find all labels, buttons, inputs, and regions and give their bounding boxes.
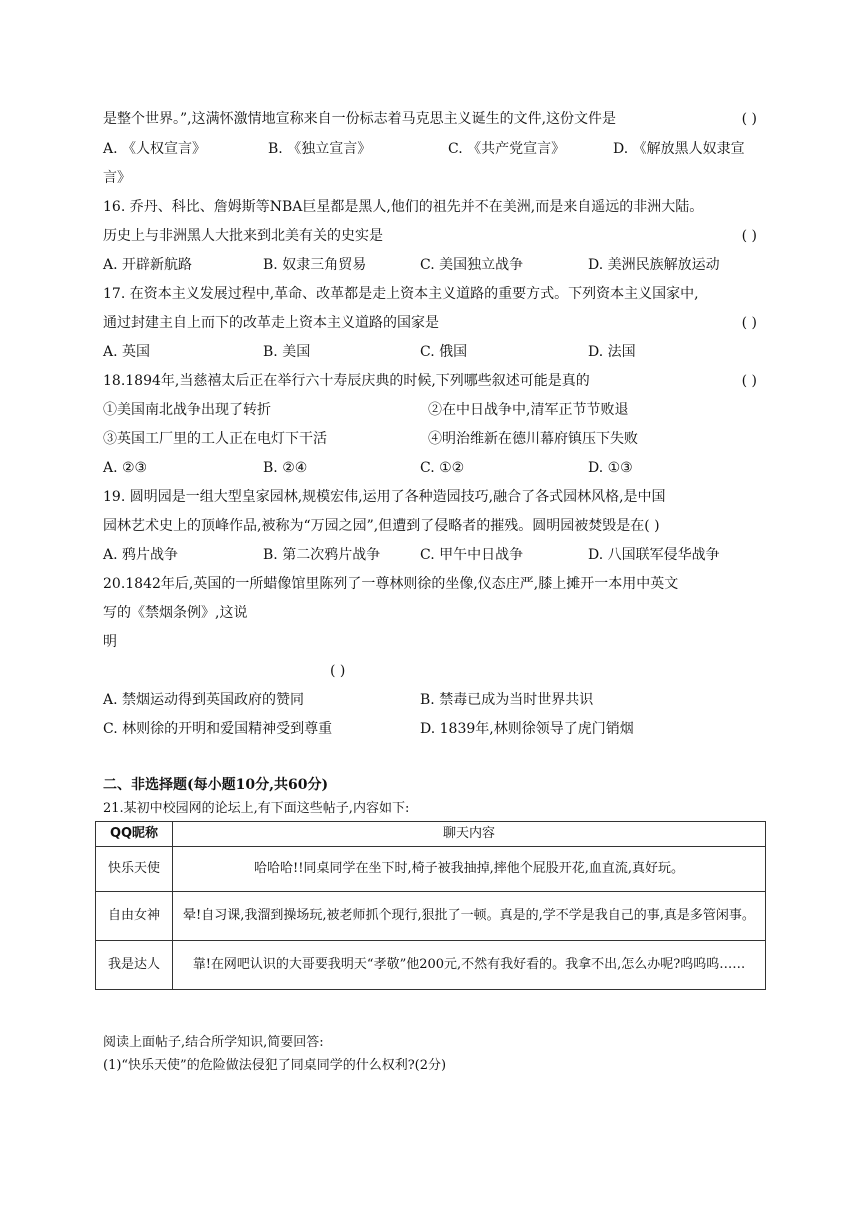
q15-option-a[interactable]: A. 《人权宣言》: [103, 141, 207, 157]
q15-answer-paren: ( ): [741, 111, 757, 127]
q20-option-c[interactable]: C. 林则徐的开明和爱国精神受到尊重: [103, 721, 333, 737]
table-row: [96, 892, 766, 941]
q17-option-b[interactable]: B. 美国: [263, 344, 311, 360]
q18-answer-paren: ( ): [741, 373, 757, 389]
q19-option-d[interactable]: D. 八国联军侵华战争: [588, 547, 720, 563]
post-content: 晕!自习课,我溜到操场玩,被老师抓个现行,狠批了一顿。真是的,学不学是我自己的事,真是多管闲事。: [173, 892, 766, 941]
post-content: 哈哈哈!!同桌同学在坐下时,椅子被我抽掉,摔他个屁股开花,血直流,真好玩。: [173, 847, 766, 892]
q16-stem-2: 历史上与非洲黑人大批来到北美有关的史实是: [103, 228, 383, 244]
q18-item-4: ④明治维新在德川幕府镇压下失败: [428, 431, 638, 447]
q20-option-d[interactable]: D. 1839年,林则徐领导了虎门销烟: [420, 721, 634, 737]
q20-stem-1: 20.1842年后,英国的一所蜡像馆里陈列了一尊林则徐的坐像,仪态庄严,膝上摊开一本用中英文: [103, 576, 679, 592]
q16-option-d[interactable]: D. 美洲民族解放运动: [588, 257, 720, 273]
table-header-row: [96, 822, 766, 847]
q15-stem: 是整个世界。”,这满怀激情地宣称来自一份标志着马克思主义诞生的文件,这份文件是: [103, 111, 617, 127]
q18-option-c[interactable]: C. ①②: [420, 460, 465, 476]
q21-intro: 21.某初中校园网的论坛上,有下面这些帖子,内容如下:: [103, 801, 410, 816]
q18-stem: 18.1894年,当慈禧太后正在举行六十寿辰庆典的时候,下列哪些叙述可能是真的: [103, 373, 590, 389]
q18-option-d[interactable]: D. ①③: [588, 460, 633, 476]
q17-option-a[interactable]: A. 英国: [103, 344, 151, 360]
q17-stem-1: 17. 在资本主义发展过程中,革命、改革都是走上资本主义道路的重要方式。下列资本主义国家中,: [103, 286, 699, 302]
q15-option-c[interactable]: C. 《共产党宣言》: [448, 141, 566, 157]
q18-option-a[interactable]: A. ②③: [103, 460, 148, 476]
q15-option-d-cont: 言》: [103, 170, 131, 186]
q21-instruction: 阅读上面帖子,结合所学知识,简要回答:: [103, 1035, 324, 1050]
q18-item-1: ①美国南北战争出现了转折: [103, 402, 271, 418]
q19-option-a[interactable]: A. 鸦片战争: [103, 547, 179, 563]
table-header-content: 聊天内容: [173, 822, 766, 847]
post-nickname: 我是达人: [96, 941, 173, 990]
q15-option-b[interactable]: B. 《独立宣言》: [268, 141, 372, 157]
q16-option-c[interactable]: C. 美国独立战争: [420, 257, 524, 273]
q20-stem-2: 写的《禁烟条例》,这说: [103, 605, 248, 621]
forum-posts-table: [95, 821, 766, 990]
q18-item-2: ②在中日战争中,清军正节节败退: [428, 402, 629, 418]
q19-stem-2: 园林艺术史上的顶峰作品,被称为“万园之园”,但遭到了侵略者的摧残。圆明园被焚毁是在( ): [103, 518, 660, 534]
post-content: 靠!在网吧认识的大哥要我明天“孝敬”他200元,不然有我好看的。我拿不出,怎么办呢?呜呜呜……: [173, 941, 766, 990]
q16-answer-paren: ( ): [741, 228, 757, 244]
table-row: [96, 941, 766, 990]
q16-option-a[interactable]: A. 开辟新航路: [103, 257, 193, 273]
post-nickname: 快乐天使: [96, 847, 173, 892]
q20-option-a[interactable]: A. 禁烟运动得到英国政府的赞同: [103, 692, 305, 708]
q18-option-b[interactable]: B. ②④: [263, 460, 308, 476]
q17-option-d[interactable]: D. 法国: [588, 344, 636, 360]
q17-option-c[interactable]: C. 俄国: [420, 344, 468, 360]
q16-option-b[interactable]: B. 奴隶三角贸易: [263, 257, 367, 273]
q19-option-b[interactable]: B. 第二次鸦片战争: [263, 547, 381, 563]
q18-item-3: ③英国工厂里的工人正在电灯下干活: [103, 431, 327, 447]
q15-option-d[interactable]: D. 《解放黑人奴隶宣: [613, 141, 745, 157]
q19-option-c[interactable]: C. 甲午中日战争: [420, 547, 524, 563]
table-header-nickname: QQ昵称: [96, 822, 173, 847]
q20-option-b[interactable]: B. 禁毒已成为当时世界共识: [420, 692, 594, 708]
table-row: [96, 847, 766, 892]
q17-stem-2: 通过封建主自上而下的改革走上资本主义道路的国家是: [103, 315, 439, 331]
q20-stem-3: 明: [103, 634, 117, 650]
q17-answer-paren: ( ): [741, 315, 757, 331]
q21-sub1: (1)“快乐天使”的危险做法侵犯了同桌同学的什么权利?(2分): [103, 1058, 447, 1073]
q16-stem-1: 16. 乔丹、科比、詹姆斯等NBA巨星都是黑人,他们的祖先并不在美洲,而是来自遥远的非洲大陆。: [103, 199, 704, 215]
section2-heading: 二、非选择题(每小题10分,共60分): [103, 777, 329, 793]
q19-stem-1: 19. 圆明园是一组大型皇家园林,规模宏伟,运用了各种造园技巧,融合了各式园林风格,是中国: [103, 489, 666, 505]
q20-answer-paren: ( ): [330, 663, 346, 679]
post-nickname: 自由女神: [96, 892, 173, 941]
